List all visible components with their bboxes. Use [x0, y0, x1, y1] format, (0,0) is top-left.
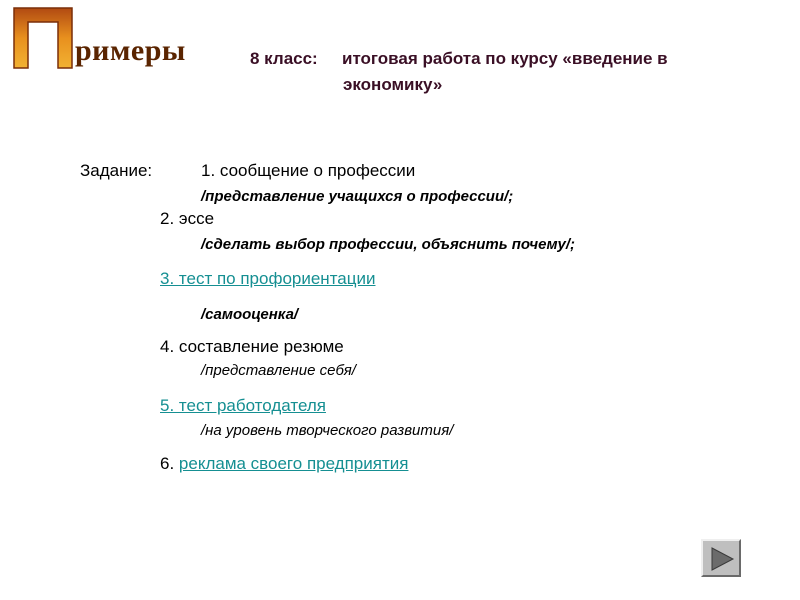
item-2-note: /сделать выбор профессии, объяснить почему/; — [201, 236, 576, 253]
item-6 — [160, 454, 408, 474]
heading-line-1: итоговая работа по курсу «введение в — [342, 49, 668, 68]
employer-test-link[interactable]: 5. тест работодателя — [160, 396, 326, 415]
test-career-guidance-link[interactable]: 3. тест по профориентации — [160, 269, 376, 288]
item-2-text: 2. эссе — [160, 209, 215, 228]
task-label: Задание: — [80, 161, 153, 180]
item-3 — [160, 269, 375, 289]
heading-line-2: экономику» — [343, 75, 443, 94]
item-4-text: 4. составление резюме — [160, 337, 344, 356]
company-advertising-link[interactable]: реклама своего предприятия — [178, 454, 409, 473]
slide-heading — [250, 46, 770, 98]
page-title: римеры — [75, 34, 186, 67]
item-3-note: /самооценка/ — [201, 306, 299, 323]
item-5 — [160, 396, 326, 416]
item-5-note: /на уровень творческого развития/ — [201, 422, 454, 439]
item-4-note: /представление себя/ — [201, 362, 356, 379]
item-6-prefix: 6. — [160, 454, 179, 473]
title-big-letter-icon — [12, 6, 74, 70]
item-1-text: 1. сообщение о профессии — [201, 161, 416, 180]
next-slide-button[interactable] — [701, 539, 741, 577]
item-1-note: /представление учащихся о профессии/; — [201, 188, 514, 205]
play-triangle-icon — [709, 546, 735, 572]
grade-label: 8 класс: — [250, 49, 318, 68]
